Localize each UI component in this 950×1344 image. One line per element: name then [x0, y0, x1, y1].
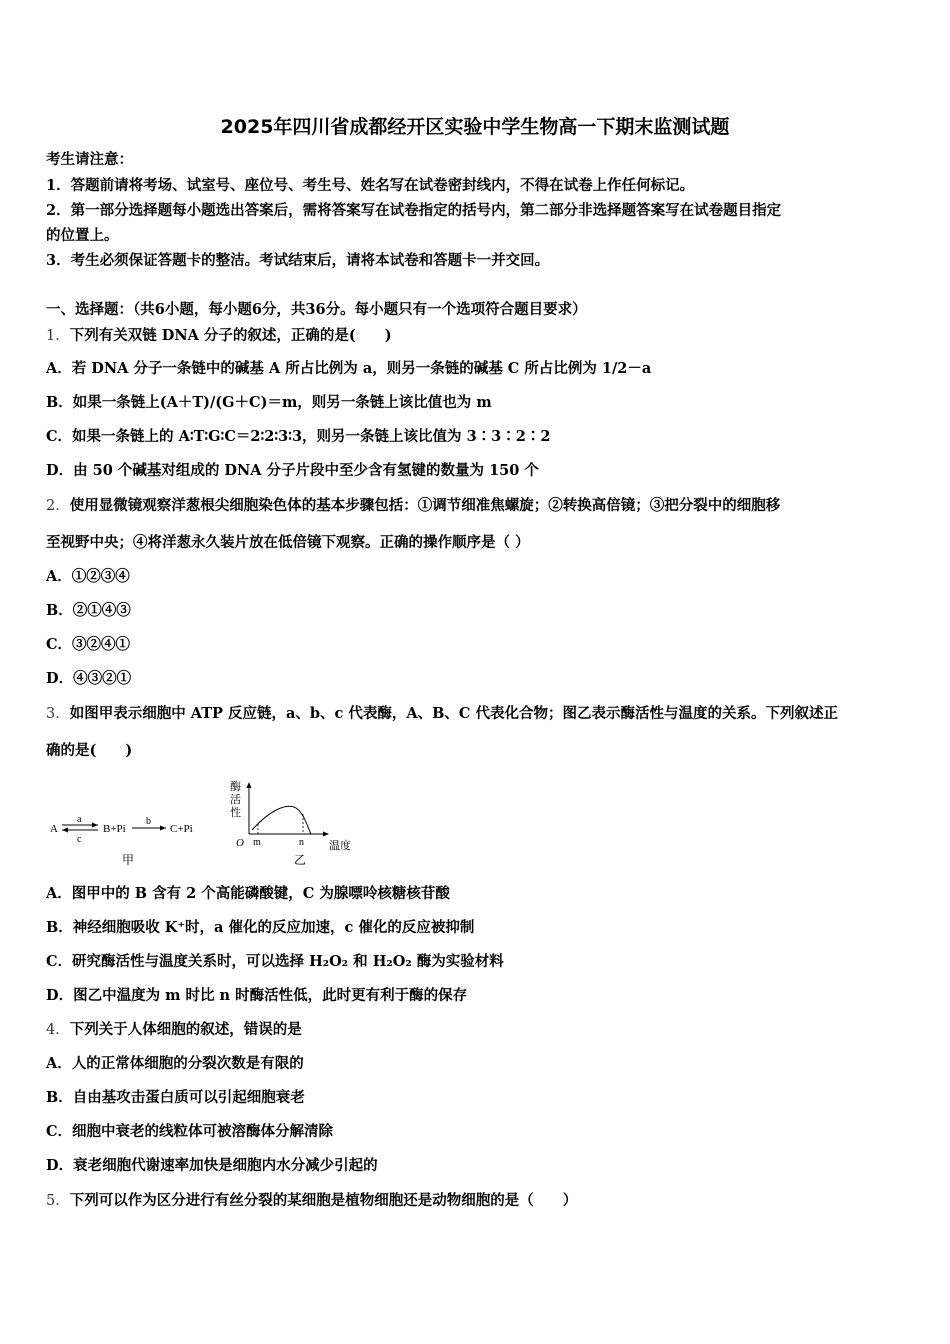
- compound-bpi-label: B+Pi: [103, 823, 126, 835]
- option-d: D．图乙中温度为 m 时比 n 时酶活性低，此时更有利于酶的保存: [46, 987, 468, 1004]
- page-title: 2025年四川省成都经开区实验中学生物高一下期末监测试题: [220, 116, 730, 138]
- enzyme-a-label: a: [77, 814, 82, 825]
- option-d: D．衰老细胞代谢速率加快是细胞内水分减少引起的: [46, 1157, 378, 1174]
- option-b: B．如果一条链上(A＋T)/(G＋C)＝m，则另一条链上该比值也为 m: [46, 394, 492, 411]
- compound-a-label: A: [50, 823, 58, 835]
- question-number: 2．: [46, 498, 70, 514]
- question-stem: 如图甲表示细胞中 ATP 反应链，a、b、c 代表酶，A、B、C 代表化合物；图乙表示酶活性与温度的关系。下列叙述正: [69, 705, 838, 722]
- y-axis-label-3: 性: [230, 807, 241, 819]
- enzyme-b-label: b: [146, 816, 151, 827]
- option-c: C．研究酶活性与温度关系时，可以选择 H₂O₂ 和 H₂O₂ 酶为实验材料: [46, 953, 504, 970]
- question-stem: 下列有关双链 DNA 分子的叙述，正确的是( ): [69, 327, 392, 344]
- option-c: C．如果一条链上的 A∶T∶G∶C＝2∶2∶3∶3，则另一条链上该比值为 3∶3∶2∶2: [46, 428, 551, 445]
- option-b: B．神经细胞吸收 K⁺时，a 催化的反应加速，c 催化的反应被抑制: [46, 919, 475, 936]
- figure-yi-caption: 乙: [294, 853, 307, 867]
- n-label: n: [299, 837, 304, 848]
- m-label: m: [253, 837, 261, 848]
- question-5: [46, 1191, 910, 1211]
- option-c: C．细胞中衰老的线粒体可被溶酶体分解清除: [46, 1123, 334, 1140]
- question-number: 3．: [46, 706, 70, 722]
- activity-curve: [252, 806, 311, 834]
- question-4: [46, 1020, 910, 1040]
- option-b: B．②①④③: [46, 602, 131, 619]
- notice-item: 2．第一部分选择题每小题选出答案后，需将答案写在试卷指定的括号内，第二部分非选择题答案写在试卷题目指定: [46, 202, 782, 219]
- option-d: D．由 50 个碱基对组成的 DNA 分子片段中至少含有氢键的数量为 150 个: [46, 462, 539, 479]
- question-3: [46, 704, 910, 724]
- option-a: A．图甲中的 B 含有 2 个高能磷酸键，C 为腺嘌呤核糖核苷酸: [46, 885, 450, 902]
- compound-cpi-label: C+Pi: [170, 823, 193, 835]
- arrow-head: [160, 826, 166, 831]
- x-axis-arrow: [323, 832, 329, 837]
- y-axis-arrow: [247, 782, 252, 788]
- option-c: C．③②④①: [46, 636, 131, 653]
- question-number: 5．: [46, 1193, 70, 1209]
- question-stem: 下列可以作为区分进行有丝分裂的某细胞是植物细胞还是动物细胞的是（ ）: [69, 1192, 578, 1209]
- arrow-head: [62, 828, 68, 833]
- option-d: D．④③②①: [46, 670, 132, 687]
- option-a: A．①②③④: [46, 568, 130, 585]
- notice-item: 1．答题前请将考场、试室号、座位号、考生号、姓名写在试卷密封线内，不得在试卷上作任何标记。: [46, 177, 695, 194]
- question-number: 4．: [46, 1022, 70, 1038]
- notice-item: 3．考生必须保证答题卡的整洁。考试结束后，请将本试卷和答题卡一并交回。: [46, 252, 550, 269]
- question-stem-cont: 确的是( ): [46, 742, 133, 759]
- question-1: [46, 326, 910, 346]
- y-axis-label-2: 活: [230, 794, 241, 806]
- question-stem: 下列关于人体细胞的叙述，错误的是: [69, 1021, 302, 1038]
- enzyme-c-label: c: [77, 834, 82, 845]
- question-stem-cont: 至视野中央；④将洋葱永久装片放在低倍镜下观察。正确的操作顺序是（ ）: [46, 534, 530, 551]
- figure-jia-caption: 甲: [122, 853, 135, 867]
- arrow-head: [92, 823, 98, 828]
- section-heading: 一、选择题：（共6小题，每小题6分，共36分。每小题只有一个选项符合题目要求）: [46, 301, 587, 318]
- option-b: B．自由基攻击蛋白质可以引起细胞衰老: [46, 1089, 305, 1106]
- notice-heading: 考生请注意：: [46, 151, 133, 168]
- notice-item: 的位置上。: [46, 227, 119, 244]
- x-axis-label: 温度: [329, 840, 351, 852]
- question-stem: 使用显微镜观察洋葱根尖细胞染色体的基本步骤包括：①调节细准焦螺旋；②转换高倍镜；③把分裂中的细胞移: [69, 497, 781, 514]
- question-number: 1．: [46, 328, 70, 344]
- q3-figure: [46, 778, 366, 870]
- option-a: A．若 DNA 分子一条链中的碱基 A 所占比例为 a，则另一条链的碱基 C 所占比例为 1/2－a: [46, 360, 652, 377]
- y-axis-label-1: 酶: [230, 781, 241, 793]
- option-a: A．人的正常体细胞的分裂次数是有限的: [46, 1055, 304, 1072]
- question-2: [46, 496, 910, 516]
- origin-label: O: [236, 837, 244, 849]
